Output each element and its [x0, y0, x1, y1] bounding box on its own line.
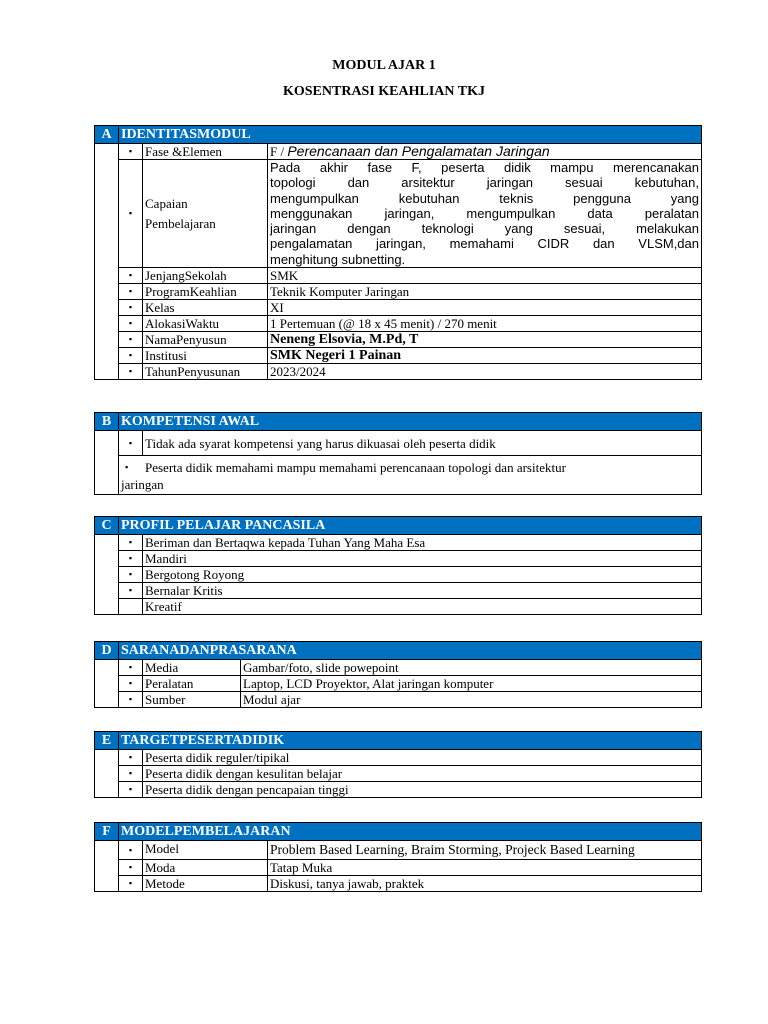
- row-value: SMK Negeri 1 Painan: [268, 348, 702, 364]
- section-title: MODELPEMBELAJARAN: [119, 823, 702, 841]
- row-label: Peralatan: [143, 676, 241, 692]
- paragraph-line: menghitung subnetting.: [270, 251, 406, 267]
- section-header: [95, 642, 702, 660]
- row-label: Moda: [143, 860, 268, 876]
- section-title: KOMPETENSI AWAL: [119, 413, 702, 431]
- section-c-table: [94, 516, 702, 615]
- table-row: [95, 316, 702, 332]
- bullet-icon: ▪: [119, 364, 143, 380]
- table-row: [95, 332, 702, 348]
- table-row: [95, 766, 702, 782]
- bullet-icon: ▪: [119, 300, 143, 316]
- list-item: [119, 456, 702, 495]
- row-label: [143, 160, 268, 268]
- row-value: Neneng Elsovia, M.Pd, T: [268, 332, 702, 348]
- table-row: [95, 300, 702, 316]
- capaian-paragraph: [268, 160, 702, 268]
- row-value: [268, 144, 702, 160]
- bullet-icon: ▪: [119, 750, 143, 766]
- table-row: [95, 551, 702, 567]
- row-label: Fase &Elemen: [143, 144, 268, 160]
- bullet-icon: ▪: [119, 431, 143, 456]
- table-row: [95, 160, 702, 268]
- bullet-icon: ▪: [119, 841, 143, 860]
- table-row: [95, 535, 702, 551]
- document-title: MODUL AJAR 1: [332, 58, 436, 73]
- section-header: [95, 517, 702, 535]
- bullet-icon: ▪: [119, 144, 143, 160]
- section-gutter: [95, 144, 119, 380]
- row-label: NamaPenyusun: [143, 332, 268, 348]
- row-label: Media: [143, 660, 241, 676]
- row-value: 1 Pertemuan (@ 18 x 45 menit) / 270 menit: [268, 316, 702, 332]
- section-letter: A: [95, 126, 119, 144]
- list-item: Bernalar Kritis: [143, 583, 702, 599]
- table-row: [95, 860, 702, 876]
- paragraph-line: topologi dan arsitektur jaringan sesuai kebutuhan,: [270, 175, 699, 191]
- bullet-icon: ▪: [125, 462, 129, 472]
- list-item-text: Peserta didik memahami mampu memahami perencanaan topologi dan arsitektur: [145, 460, 566, 475]
- empty-cell: [119, 599, 143, 615]
- bullet-icon: ▪: [119, 551, 143, 567]
- section-gutter: [95, 431, 119, 495]
- bullet-icon: ▪: [119, 860, 143, 876]
- bullet-icon: ▪: [119, 676, 143, 692]
- bullet-icon: ▪: [119, 876, 143, 892]
- fase-prefix: F /: [270, 144, 288, 159]
- section-title: PROFIL PELAJAR PANCASILA: [119, 517, 702, 535]
- bullet-icon: ▪: [119, 332, 143, 348]
- bullet-icon: ▪: [119, 692, 143, 708]
- paragraph-line: Pada akhir fase F, peserta didik mampu merencanakan: [270, 160, 699, 175]
- bullet-icon: ▪: [119, 567, 143, 583]
- paragraph-line: jaringan dengan teknologi yang sesuai, melakukan: [270, 221, 699, 237]
- row-value: SMK: [268, 268, 702, 284]
- section-header: [95, 823, 702, 841]
- table-row: [95, 284, 702, 300]
- bullet-icon: ▪: [119, 766, 143, 782]
- table-row: [95, 456, 702, 495]
- list-item: Bergotong Royong: [143, 567, 702, 583]
- section-header: [95, 126, 702, 144]
- table-row: [95, 348, 702, 364]
- table-row: [95, 268, 702, 284]
- list-item: Peserta didik dengan kesulitan belajar: [143, 766, 702, 782]
- section-title: TARGETPESERTADIDIK: [119, 732, 702, 750]
- bullet-icon: ▪: [119, 316, 143, 332]
- section-b-table: [94, 412, 702, 495]
- section-e-table: [94, 731, 702, 798]
- row-label: Model: [143, 841, 268, 860]
- table-row: [95, 431, 702, 456]
- row-label: JenjangSekolah: [143, 268, 268, 284]
- table-row: [95, 876, 702, 892]
- table-row: [95, 364, 702, 380]
- row-label: Institusi: [143, 348, 268, 364]
- section-a-table: [94, 125, 702, 380]
- bullet-icon: ▪: [119, 583, 143, 599]
- row-value: Tatap Muka: [268, 860, 702, 876]
- section-title: SARANADANPRASARANA: [119, 642, 702, 660]
- list-item: Tidak ada syarat kompetensi yang harus dikuasai oleh peserta didik: [143, 431, 702, 456]
- row-label: ProgramKeahlian: [143, 284, 268, 300]
- section-gutter: [95, 535, 119, 615]
- row-value: XI: [268, 300, 702, 316]
- capaian-label-line: Pembelajaran: [145, 215, 216, 231]
- list-item-line: [125, 459, 699, 476]
- section-letter: D: [95, 642, 119, 660]
- table-row: [95, 567, 702, 583]
- paragraph-line: pengalamatan jaringan, memahami CIDR dan VLSM,dan: [270, 236, 699, 252]
- section-letter: F: [95, 823, 119, 841]
- capaian-label-line: Capaian: [145, 195, 188, 211]
- section-gutter: [95, 841, 119, 892]
- row-label: Sumber: [143, 692, 241, 708]
- section-letter: E: [95, 732, 119, 750]
- list-item: Peserta didik dengan pencapaian tinggi: [143, 782, 702, 798]
- section-title: IDENTITASMODUL: [119, 126, 702, 144]
- row-value: Gambar/foto, slide powepoint: [241, 660, 702, 676]
- list-item: Beriman dan Bertaqwa kepada Tuhan Yang Maha Esa: [143, 535, 702, 551]
- list-item-line: jaringan: [121, 477, 164, 492]
- section-gutter: [95, 750, 119, 798]
- row-value: Laptop, LCD Proyektor, Alat jaringan komputer: [241, 676, 702, 692]
- row-value: Diskusi, tanya jawab, praktek: [268, 876, 702, 892]
- section-f-table: [94, 822, 702, 892]
- bullet-icon: ▪: [119, 660, 143, 676]
- section-letter: B: [95, 413, 119, 431]
- section-header: [95, 732, 702, 750]
- fase-value: Perencanaan dan Pengalamatan Jaringan: [287, 143, 550, 159]
- section-letter: C: [95, 517, 119, 535]
- section-d-table: [94, 641, 702, 708]
- document-subtitle: KOSENTRASI KEAHLIAN TKJ: [282, 84, 485, 99]
- bullet-icon: ▪: [119, 348, 143, 364]
- list-item: Mandiri: [143, 551, 702, 567]
- list-item: Kreatif: [143, 599, 702, 615]
- row-label: Kelas: [143, 300, 268, 316]
- table-row: [95, 583, 702, 599]
- row-value: Problem Based Learning, Braim Storming, Projeck Based Learning: [268, 841, 702, 860]
- table-row: [95, 676, 702, 692]
- row-value: 2023/2024: [268, 364, 702, 380]
- bullet-icon: ▪: [119, 782, 143, 798]
- row-label: TahunPenyusunan: [143, 364, 268, 380]
- list-item: Peserta didik reguler/tipikal: [143, 750, 702, 766]
- bullet-icon: ▪: [119, 160, 143, 268]
- table-row: [95, 750, 702, 766]
- paragraph-line: menggunakan jaringan, mengumpulkan data peralatan: [270, 205, 699, 221]
- table-row: [95, 692, 702, 708]
- paragraph-line: mengumpulkan kebutuhan teknis pengguna yang: [270, 190, 699, 206]
- table-row: [95, 144, 702, 160]
- table-row: [95, 782, 702, 798]
- section-header: [95, 413, 702, 431]
- table-row: [95, 660, 702, 676]
- bullet-icon: ▪: [119, 284, 143, 300]
- row-label: AlokasiWaktu: [143, 316, 268, 332]
- bullet-icon: ▪: [119, 535, 143, 551]
- section-gutter: [95, 660, 119, 708]
- row-value: Teknik Komputer Jaringan: [268, 284, 702, 300]
- row-value: Modul ajar: [241, 692, 702, 708]
- row-label: Metode: [143, 876, 268, 892]
- table-row: [95, 841, 702, 860]
- bullet-icon: ▪: [119, 268, 143, 284]
- table-row: [95, 599, 702, 615]
